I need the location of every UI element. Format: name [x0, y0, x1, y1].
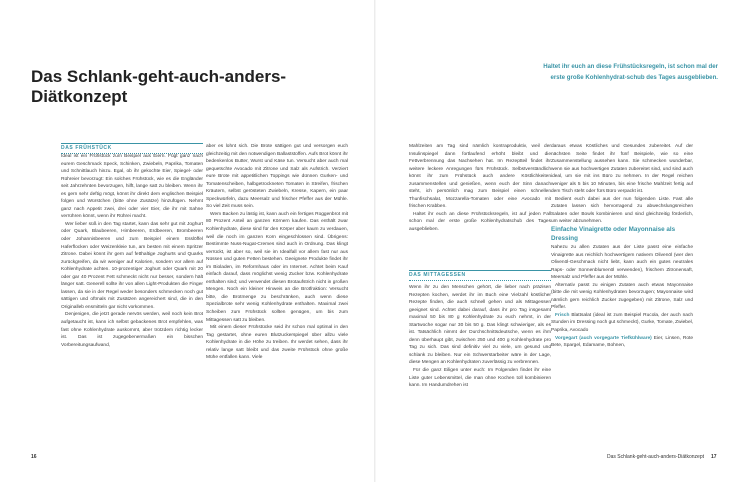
subheading-dressing: Einfache Vinaigrette oder Mayonnaise als Dressing [551, 226, 676, 242]
vorgegart-text: Eier, Linsen, Rote Bete, Spargel, Edamame, Bohnen, [551, 335, 693, 349]
paragraph: Wer lieber süß in den Tag startet, kann das sehr gut mit Joghurt oder Quark, Blaubeeren, Himbeeren, Erdbeeren, Brombeeren oder Johannisbeeren und zum Beispiel einem Esslöffel Haferflocken oder Weizenkleie tun, am besten mit einem Spritzer Zitrone. Dabei könnt ihr gern auf fetthaltige Joghurts und Quarks zurückgreifen, da wir weniger auf Kalorien, sondern vor allem auf Kohlenhydrate achten. 10-prozentiger Joghurt oder Quark mit 20 oder gar 40 Prozent Fett schmeckt nicht nur besser, sondern hält länger satt. Generell sollte ihr von allen Light-Produkten die Finger lassen, da sie in der Regel weder besonders schmecken noch gut sättigen und oftmals mit Zusätzen angereichert sind, die in den Originalleb ensmitteln gar nicht vorkommen. [61, 221, 203, 310]
chapter-title: Das Schlank-geht-auch-anders-Diätkonzept [31, 67, 287, 107]
frisch-text: Blattsalat (ideal ist zum Beispiel Rucola, der auch nach Stunden im Dressing noch gut schmeckt), Gurke, Tomate, Zwiebel, Paprika, Avocado [551, 312, 693, 334]
paragraph: Denjenigen, die jetzt gerade nervös werden, weil noch kein Brot aufgetaucht ist, kann ich selbst gebackenes Brot empfehlen, was fast ohne Kohlenhydrate auskommt, aber trotzdem richtig lecker ist. Das ist zugegebenermaßen ein bisschen Vorbereitungsaufwand, [61, 312, 203, 348]
section-heading-fruehstueck: DAS FRÜHSTÜCK [61, 143, 203, 154]
paragraph: Wem Backen zu lästig ist, kann auch ein fertiges Roggenbrot mit 80 Prozent Anteil an ganzen Körnern kaufen. Das enthält zwar Kohlenhydrate, diese sind für den Körper aber kaum zu verdauen, weil die noch im ganzen Korn eingeschlossen sind. Übrigens: Bestimmte Nuss-Nugat-Cremes sind auch in Ordnung. Das klingt verrückt, ist aber so, weil sie im Idealfall vor allem fast nur aus Nüssen und guten Fetten bestehen. Geeignete Produkte findet ihr im Bioladen, im Reformhaus oder im Internet. Achtet beim Kauf einfach darauf, dass möglichst wenig Zucker bzw. Kohlenhydrate enthalten sind; und verwendet diesen Brotaufstrich nicht in großen Mengen. Noch ein kleiner Hinweis an die Brotfraktion: Versucht bitte, die Brotmenge zu beschränken, auch wenn diese Spezialbrote sehr wenig Kohlenhydrate enthalten. Maximal zwei Scheiben zum Frühstück sollten genügen, um bis zum Mittagessen satt zu bleiben. [206, 211, 348, 323]
page-number-right: 17 [711, 454, 717, 460]
frisch-label: Frisch [555, 312, 570, 318]
text-column-3-lower [409, 284, 551, 442]
text-column-1 [61, 153, 203, 441]
text-column-4-lower [551, 244, 693, 444]
text-column-4 [551, 143, 693, 235]
list-item-frisch [551, 312, 693, 335]
paragraph: daraus etwas Köstliches und Gesundes zubereitet. Auf der nächsten Seite findet ihr fünf Beispiele, wie so eine Zusammenstellung aussehen kann. Sie schmecken wunderbar, wenn sie aus hochwertigen Zutaten zubereitet sind, und sind auch ideal, um sie mit ins Büro zu nehmen. In der Regel reichen weniger als 5 bis 10 Minuten, bis eine frische Mahlzeit fertig auf dem Tisch steht oder fürs Büro verpackt ist. [551, 144, 693, 195]
paragraph: Mahlzeiten am Tag sind nämlich kontraproduktiv, weil der Insulinspiegel dann fortlaufend erhöht bleibt und die Fettverbrennung das Nachsehen hat. Im Rezeptteil findet ihr weitere leckere Anregungen fürs Frühstück. Selbstverständlich könnt ihr zum Frühstück auch andere Köstlichkeiten zusammenstellen und genießen, wenn euch der Sinn danach steht, ich persönlich mag zum Beispiel einen schnellen Thunfischsalat, Mozzarella-Tomaten oder eine Avocado mit frischen Krabben. [409, 144, 551, 210]
paragraph: Nahezu zu allen Zutaten aus der Liste passt eine einfache Vinaigrette aus reichlich hochwertigem nativem Olivenöl (wer den Olivenöl-Geschmack nicht liebt, kann auch ein gutes neutrales Raps- oder Sonnenblumenöl verwenden), frischem Zitronensaft, Meersalz und Pfeffer aus der Mühle. [551, 245, 693, 281]
paragraph: Mit einem dieser Frühstücke seid ihr schon mal optimal in den Tag gestartet, ohne euren Blutzuckerspiegel über allzu viele Kohlenhydrate in die Höhe zu treiben. Ihr werdet sehen, dass ihr relativ lange satt bleibt und das zweite Frühstück ohne große Mühe entfallen kann. Viele [206, 325, 348, 361]
paragraph: Alternativ passt zu einigen Zutaten auch etwas Mayonnaise (bitte die mit wenig Kohlenhydraten bevorzugen; Mayonnaise wird nämlich gern reichlich Zucker zugegeben) mit Zitrone, Salz und Pfeffer. [551, 282, 693, 311]
intro-quote: Haltet ihr euch an diese Frühstücksregeln, ist schon mal der erste große Kohlenhydrat-schub des Tages ausgeblieben. [543, 63, 718, 81]
text-column-3 [409, 143, 551, 237]
paragraph: Haltet ihr euch an diese Frühstücksregeln, ist auf jeden Fall schon mal der erste große Kohlenhydratschub des Tages ausgeblieben. [409, 211, 551, 233]
paragraph: aber es lohnt sich. Die Brote sättigen gut und versorgen euch gleichzeitig mit den notwendigen Ballaststoffen. Aufs Brot könnt ihr bedenkenlos Butter, Wurst und Käse tun. Versucht aber auch mal gequetschte Avocado mit Zitrone und Salz als Aufstrich. Verziert eure Brote mit appetitlichen Toppings wie dünnen Gurken- und Tomatenscheiben, halbgetrockneten Tomaten in Streifen, frischen Kräutern, selbst gerösteten Zwiebeln, Kresse, Kapern, ein paar Speckwürfeln, dazu Meersalz und frischer Pfeffer aus der Mühle. So viel Zeit muss sein. [206, 144, 348, 210]
running-title: Das Schlank-geht-auch-anders-Diätkonzept [607, 454, 704, 460]
text-column-2 [206, 143, 348, 441]
list-item-vorgegart [551, 335, 693, 350]
page-gutter [374, 0, 376, 482]
page-number-left: 16 [31, 454, 37, 460]
paragraph: Bedient euch dabei aus der nun folgenden Liste. Fast alle Zutaten lassen sich hervorragend zu abwechslungsreichen Salaten oder Bowls kombinieren und sind gleichzeitig förderlich, um weiter abzunehmen. [551, 196, 693, 225]
section-heading-mittagessen: DAS MITTAGESSEN [409, 270, 551, 281]
paragraph: Für die ganz Eiligen unter euch: Im Folgenden findet ihr eine Liste guter Lebensmittel, die man ohne Kochen toll kombinieren kann. Im Handumdrehen ist [409, 368, 551, 389]
paragraph: Ideal ist ein Frühstück zum Beispiel aus Eiern. Fügt ganz nach eurem Geschmack Speck, Schinken, Zwiebeln, Paprika, Tomaten und Schnittlauch hinzu. Egal, ob ihr gekochte Eier, Spiegel- oder Rühreier bevorzugt: Ein solches Frühstück, wie es die Engländer seit Jahrzehnten bevorzugen, hilft, lange satt zu bleiben. Wenn ihr es gern sehr deftig mögt, könnt ihr direkt dem englischen Beispiel folgen und Würstchen (bitte ohne Zusätze) hinzufügen. Nehmt ganz nach Appetit zwei, drei oder vier Eier, die ihr mit Sahne verrühren könnt, wenn ihr Rührei macht. [61, 154, 203, 220]
paragraph: Wenn ihr zu den Menschen gehört, die lieber nach präzisen Rezepten kochen, werdet ihr im Buch eine Vielzahl köstlicher Rezepte finden, die auch schnell gehen und als Mittagessen geeignet sind. Achtet dabei darauf, dass ihr pro Tag insgesamt maximal 50 bis 80 g Kohlenhydrate zu euch nehmt, in der Startwoche sogar nur 30 bis 50 g. Das klingt schwieriger, als es ist. Tatsächlich nimmt der Durchschnittsdeutsche, wenn es ihm denn überhaupt gibt, zwischen 250 und 400 g Kohlenhydrate pro Tag zu sich. Das sind definitiv viel zu viele, um gesund und schlank zu bleiben. Nur ein Schwerstarbeiter wäre in der Lage, diese Mengen an Kohlenhydraten zuverlässig zu verbrennen. [409, 285, 551, 366]
vorgegart-label: Vorgegart (auch vorgegarte Tiefkühlware) [555, 335, 652, 341]
